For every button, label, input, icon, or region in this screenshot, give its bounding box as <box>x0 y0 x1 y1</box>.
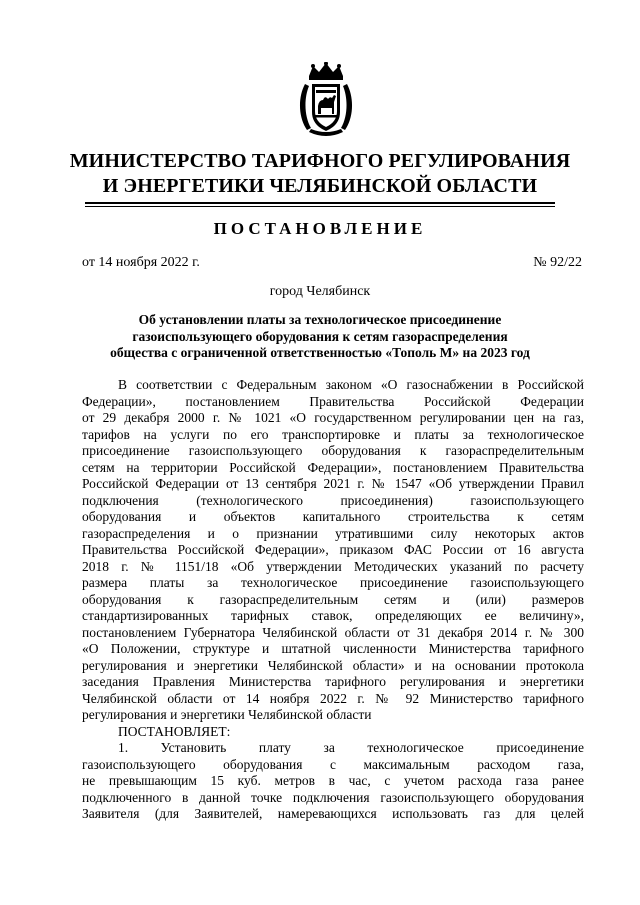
subject-line: Об установлении платы за технологическое присоединение <box>138 312 502 327</box>
body-line: «О Положении, структуре и штатной численности Министерства тарифного <box>82 641 584 656</box>
body-line: Челябинской области от 14 ноября 2022 г. № 92 Министерство тарифного <box>82 690 584 706</box>
document-type: ПОСТАНОВЛЕНИЕ <box>213 219 427 238</box>
coat-of-arms-icon <box>297 62 355 140</box>
body-line: заседания Правления Министерства тарифного регулирования и энергетики <box>82 674 584 689</box>
body-line: подключенного в данной точке подключения газоиспользующего оборудования <box>82 789 584 805</box>
document-city: город Челябинск <box>269 284 371 299</box>
body-line: 1. Установить плату за технологическое присоединение <box>118 740 584 755</box>
body-line: регулирования и энергетики Челябинской области <box>82 707 372 722</box>
body-line: Правительства Российской Федерации», приказом ФАС России от 16 августа <box>82 542 584 557</box>
body-line: не превышающим 15 куб. метров в час, с учетом расхода газа ранее <box>82 773 584 788</box>
body-line: оборудования и объектов капитального строительства к сетям <box>82 509 584 524</box>
document-subject <box>70 312 570 362</box>
body-line: от 29 декабря 2000 г. № 1021 «О государственном регулировании цен на газ, <box>82 410 584 425</box>
body-line: Федерации», постановлением Правительства Российской Федерации <box>82 393 584 409</box>
body-line: Российской Федерации от 13 сентября 2021 г. № 1547 «Об утверждении Правил <box>82 476 584 491</box>
document-body <box>82 377 584 823</box>
body-line: стандартизированных тарифных ставок, определяющих ее величину», <box>82 608 584 623</box>
body-line: газоиспользующего оборудования с максимальным расходом газа, <box>82 756 584 772</box>
header-divider-thick <box>85 202 555 204</box>
body-line: В соответствии с Федеральным законом «О газоснабжении в Российской <box>118 377 584 392</box>
body-line: тарифов на услуги по его транспортировке и платы за технологическое <box>82 426 584 442</box>
body-line: подключения (технологического присоединения) газоиспользующего <box>82 492 584 508</box>
subject-line: газоиспользующего оборудования к сетям газораспределения <box>132 328 508 344</box>
document-date: от 14 ноября 2022 г. <box>82 255 200 270</box>
body-line: газораспределения и о признании утратившими силу некоторых актов <box>82 525 584 541</box>
header-divider-thin <box>85 206 555 207</box>
ministry-name <box>60 149 580 199</box>
body-line: Заявителя (для Заявителей, намеревающихся использовать газ для целей <box>82 806 584 821</box>
ministry-line-2: И ЭНЕРГЕТИКИ ЧЕЛЯБИНСКОЙ ОБЛАСТИ <box>102 175 538 197</box>
body-line: оборудования к газораспределительным сетям и (или) размеров <box>82 591 584 607</box>
body-line: сетям на территории Российской Федерации», постановлением Правительства <box>82 459 584 475</box>
body-line: размера платы за технологическое присоединение газоиспользующего <box>82 575 584 590</box>
body-line: 2018 г. № 1151/18 «Об утверждении Методических указаний по расчету <box>82 558 584 574</box>
body-line: присоединение газоиспользующего оборудования к газораспределительным <box>82 443 584 458</box>
body-line: постановлением Губернатора Челябинской области от 31 декабря 2014 г. № 300 <box>82 624 584 640</box>
resolves-line: ПОСТАНОВЛЯЕТ: <box>118 723 231 739</box>
subject-line: общества с ограниченной ответственностью «Тополь М» на 2023 год <box>110 345 530 360</box>
ministry-line-1: МИНИСТЕРСТВО ТАРИФНОГО РЕГУЛИРОВАНИЯ <box>69 150 571 172</box>
body-line: регулирования и энергетики Челябинской области» и на основании протокола <box>82 657 584 673</box>
document-number: № 92/22 <box>533 255 582 270</box>
